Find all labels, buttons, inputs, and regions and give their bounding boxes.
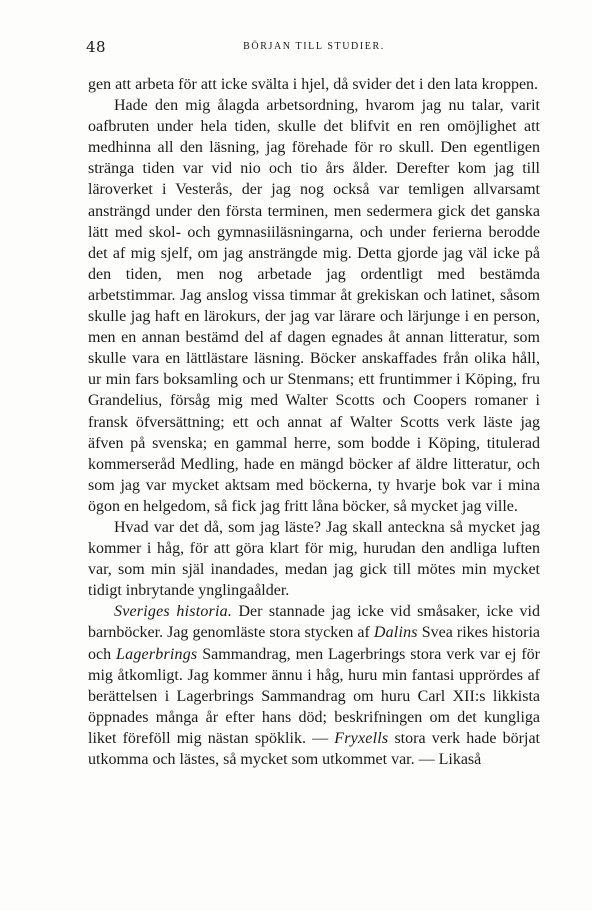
- text-segment: stora verk hade börjat utkomma och lästes, så mycket som utkommet var. — Likaså: [88, 729, 540, 768]
- text-segment: gen att arbeta för att icke svälta i hjel, då svider det i den lata kroppen.: [88, 76, 539, 93]
- text-segment: Hvad var det då, som jag läste? Jag skall anteckna så mycket jag kommer i håg, för att göra klart för mig, hurudan den andliga luften var, som min själ inandades, medan jag gick till mötes min mycket tidigt inbrytande ynglingaålder.: [88, 518, 540, 600]
- paragraph-swedish-history: [88, 601, 540, 770]
- text-segment: Der stannade jag icke vid småsaker, icke vid barnböcker. Jag genomläste stora stycken af: [88, 603, 541, 642]
- paragraph-reading-question: [88, 517, 540, 601]
- text-segment: Sammandrag, men Lagerbrings stora verk var ej för mig åtkomligt. Jag kommer ännu i håg, huru min fantasi upprördes af berättelsen i Lagerbrings Sammandrag om huru Carl XII:s likkista öppnades många år efter hans död; beskrifningen om det kungliga liket föreföll mig nästan spöklik. —: [88, 645, 541, 747]
- page-number: 48: [86, 38, 107, 56]
- author-name-italic: Fryxells: [334, 729, 389, 747]
- author-name-italic: Lagerbrings: [116, 645, 198, 663]
- author-name-italic: Dalins: [373, 624, 418, 642]
- paragraph-work-routine: [88, 95, 540, 517]
- running-head: BÖRJAN TILL STUDIER.: [243, 41, 385, 52]
- text-segment: Svea rikes historia och: [88, 624, 540, 663]
- text-segment: Hade den mig ålagda arbetsordning, hvarom jag nu talar, varit oafbruten under hela tiden, skulle det blifvit en ren omöjlighet att medhinna all den läsning, jag förehade för ro skull. Den egentligen stränga tiden var vid nio och tio års ålder. Derefter kom jag till läroverket i Vesterås, der jag nog också var temligen allvarsamt ansträngd under den första terminen, men sedermera gick det ganska lätt med skol- och gymnasiiläsningarna, och under ferierna berodde det af mig sjelf, om jag ansträngde mig. Detta gjorde jag väl icke på den tiden, men nog arbetade jag ordentligt med bestämda arbetstimmar. Jag anslog vissa timmar åt grekiskan och latinet, såsom skulle jag haft en lärokurs, der jag var lärare och lärjunge i en person, men en annan bestämd del af dagen egnades åt annan litteratur, som skulle vara en lättlästare läsning. Böcker anskaffades från olika håll, ur min fars boksamling och ur Stenmans; ett fruntimmer i Köping, fru Grandelius, försåg mig med Walter Scotts och Coopers romaner i fransk öfversättning; ett och annat af Walter Scotts verk läste jag äfven på svenska; en gammal herre, som bodde i Köping, titulerad kommerseråd Medling, hade en mängd böcker af äldre litteratur, och som jag var mycket aktsam med böckerna, ty hvarje bok var i mina ögon en helgedom, så fick jag fritt låna böcker, så mycket jag ville.: [88, 97, 540, 515]
- paragraph-continuation: [88, 74, 540, 95]
- body-text: [88, 74, 540, 770]
- page-header: [86, 38, 542, 60]
- section-heading-italic: Sveriges historia.: [114, 603, 233, 621]
